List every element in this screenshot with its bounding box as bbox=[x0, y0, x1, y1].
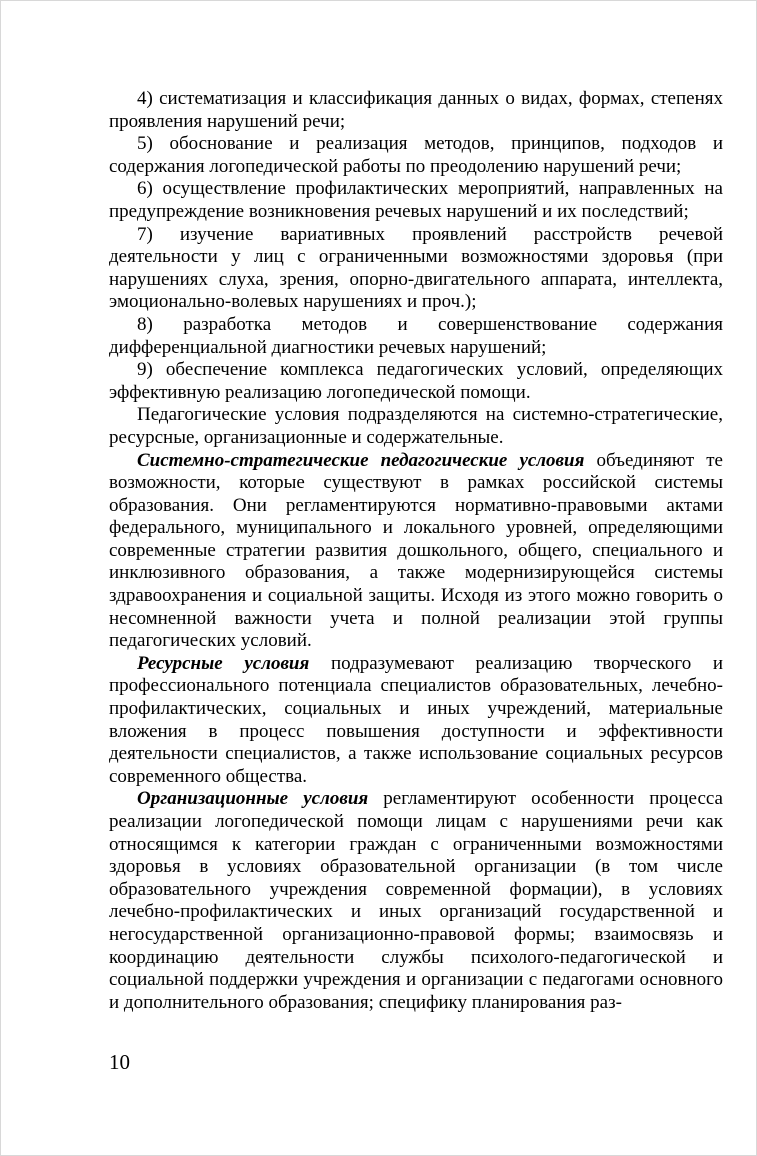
paragraph-item-8 bbox=[109, 314, 723, 359]
term-organizational: Организационные условия bbox=[137, 788, 369, 810]
paragraph-item-9 bbox=[109, 359, 723, 404]
body-text bbox=[109, 88, 723, 1014]
paragraph-system-strategic bbox=[109, 450, 723, 653]
paragraph-item-6 bbox=[109, 178, 723, 223]
paragraph-text: подразумевают реализацию творческого и профессионального потенциала специалистов образовательных, лечебно-профилактических, социальных и иных учреждений, материальные вложения в процесс повышения доступности и эффективности деятельности специалистов, а также использование социальных ресурсов современного общества. bbox=[109, 652, 723, 787]
page-number: 10 bbox=[109, 1050, 130, 1074]
paragraph-item-7 bbox=[109, 224, 723, 314]
paragraph-text: 9) обеспечение комплекса педагогических условий, определяющих эффективную реализацию логопедической помощи. bbox=[109, 359, 723, 403]
paragraph-text: объединяют те возможности, которые существуют в рамках российской системы образования. Они регламентируются нормативно-правовыми актами федерального, муниципального и локального уровней, определяющими современные стратегии развития дошкольного, общего, специального и инклюзивного образования, а также модернизирующейся системы здравоохранения и социальной защиты. Исходя из этого можно говорить о несомненной важности учета и полной реализации этой группы педагогических условий. bbox=[109, 449, 723, 652]
paragraph-text: 8) разработка методов и совершенствование содержания дифференциальной диагностики речевых нарушений; bbox=[109, 313, 723, 358]
paragraph-text: Педагогические условия подразделяются на системно-стратегические, ресурсные, организационные и содержательные. bbox=[109, 404, 723, 448]
term-resource: Ресурсные условия bbox=[137, 652, 310, 674]
paragraph-text: 5) обоснование и реализация методов, принципов, подходов и содержания логопедической работы по преодолению нарушений речи; bbox=[109, 133, 723, 177]
paragraph-item-4 bbox=[109, 88, 723, 133]
paragraph-text: 6) осуществление профилактических мероприятий, направленных на предупреждение возникновения речевых нарушений и их последствий; bbox=[109, 178, 723, 222]
paragraph-item-5 bbox=[109, 133, 723, 178]
paragraph-text: 7) изучение вариативных проявлений расстройств речевой деятельности у лиц с ограниченными возможностями здоровья (при нарушениях слуха, зрения, опорно-двигательного аппарата, интеллекта, эмоционально-волевых нарушениях и проч.); bbox=[109, 223, 723, 313]
paragraph-conditions-intro bbox=[109, 404, 723, 449]
paragraph-text: регламентируют особенности процесса реализации логопедической помощи лицам с нарушениями речи как относящимся к категории граждан с ограниченными возможностями здоровья в условиях образовательной организации (в том числе образовательного учреждения современной формации), в условиях лечебно-профилактических и иных организаций государственной и негосударственной организационно-правовой формы; взаимосвязь и координацию деятельности службы психолого-педагогической и социальной поддержки учреждения и организации с педагогами основного и дополнительного образования; специфику планирования раз- bbox=[109, 788, 723, 1013]
term-system-strategic: Системно-стратегические педагогические условия bbox=[137, 449, 585, 471]
paragraph-text: 4) систематизация и классификация данных о видах, формах, степенях проявления нарушений речи; bbox=[109, 88, 723, 132]
paragraph-resource bbox=[109, 653, 723, 789]
paragraph-organizational bbox=[109, 788, 723, 1014]
